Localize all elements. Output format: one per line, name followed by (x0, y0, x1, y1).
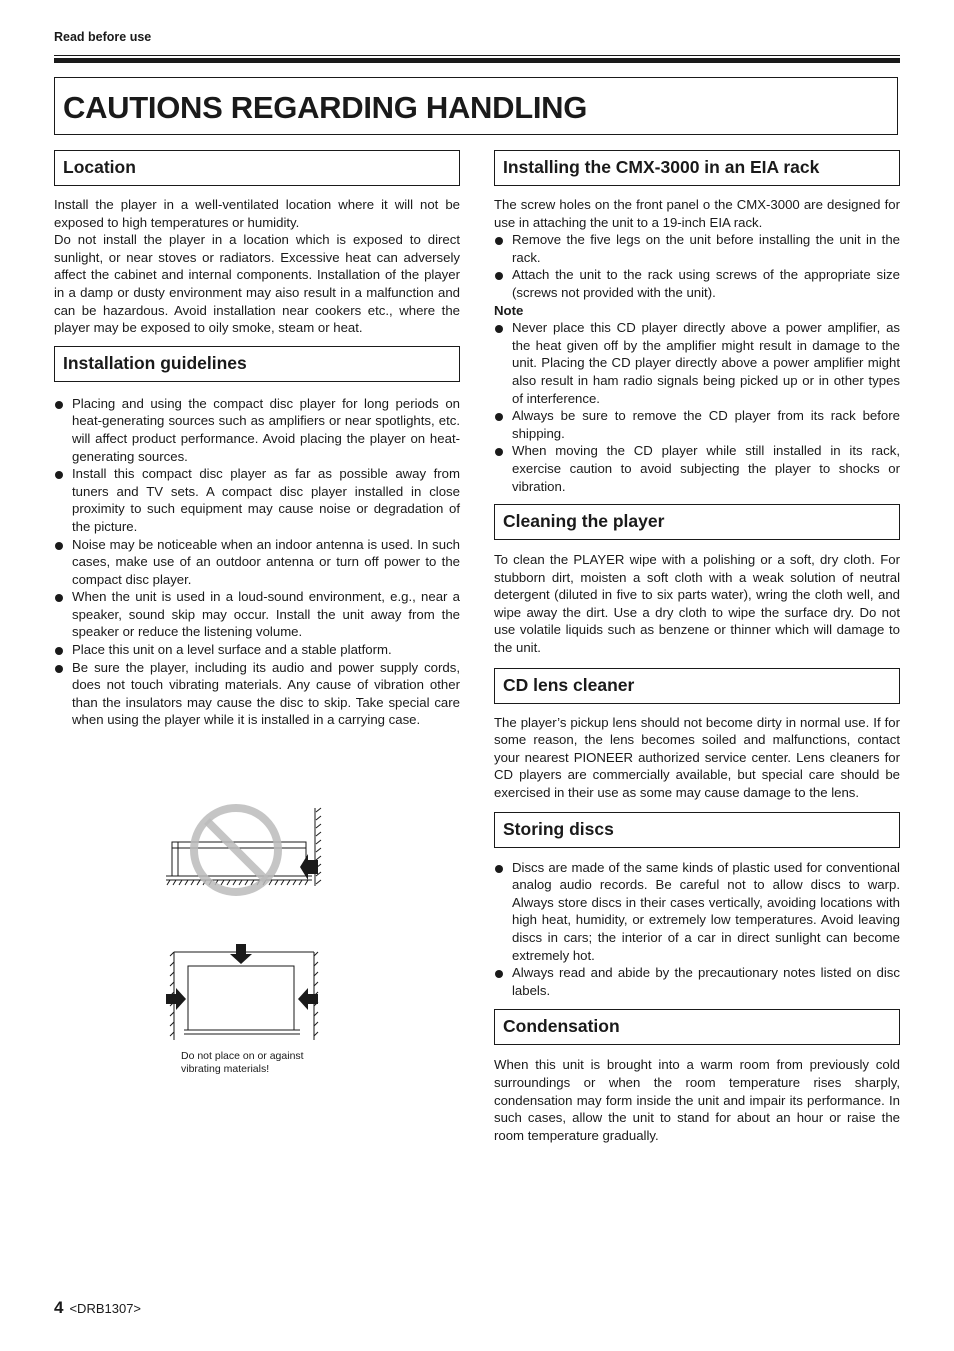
figure-caption: Do not place on or against vibrating materials! (181, 1050, 304, 1075)
title-box (54, 77, 898, 135)
lens-text: The player’s pickup lens should not become dirty in normal use. If for some reason, the lens becomes soiled and malfunctions, contact your nearest PIONEER authorized service center. Lens cleaners for CD players are commercially available, but special care should be exercised in their use as some may cause damage to the lens. (494, 714, 900, 801)
note-list (494, 319, 900, 495)
section-label: Read before use (54, 30, 152, 44)
list-item: Install this compact disc player as far as possible away from tuners and TV sets. A compact disc player installed in close proximity to such equipment may cause noise or degradation of the picture. (54, 465, 460, 535)
list-item: Discs are made of the same kinds of plastic used for conventional analog audio records. Be careful not to allow discs to warp. Always store discs in their cases vertically, avoiding locations with high heat, humidity, or extremely low temperatures. Avoid leaving discs in cars; the interior of a car in direct sunlight can become extremely hot. (494, 859, 900, 965)
eia-rack-intro: The screw holes on the front panel o the CMX-3000 are designed for use in attaching the unit to a 19-inch EIA rack. (494, 197, 900, 230)
arrow-icon (230, 944, 252, 964)
cleaning-heading: Cleaning the player (494, 504, 900, 540)
enclosed-unit-diagram (170, 952, 318, 1040)
header-rule-thick (54, 58, 900, 63)
left-column (54, 150, 460, 729)
condensation-heading: Condensation (494, 1009, 900, 1045)
lens-heading: CD lens cleaner (494, 668, 900, 704)
location-paragraph-1: Install the player in a well-ventilated location where it will not be exposed to high temperatures or humidity. (54, 197, 460, 230)
list-item: Remove the five legs on the unit before installing the unit in the rack. (494, 231, 900, 266)
note-label: Note (494, 302, 524, 318)
page-title: CAUTIONS REGARDING HANDLING (63, 90, 588, 125)
eia-rack-list (494, 231, 900, 301)
list-item: Attach the unit to the rack using screws of the appropriate size (screws not provided with the unit). (494, 266, 900, 301)
list-item: When moving the CD player while still installed in its rack, exercise caution to avoid subjecting the player to shocks or vibration. (494, 442, 900, 495)
header-rule-thin (54, 55, 900, 56)
list-item: Placing and using the compact disc player for long periods on heat-generating sources such as amplifiers or near spotlights, etc. will affect product performance. Avoid placing the player on heat-generating sources. (54, 395, 460, 465)
list-item: Be sure the player, including its audio and power supply cords, does not touch vibrating materials. Any cause of vibration other than the insulators may cause the disc to skip. Take special care when using the player while it is installed in a carrying case. (54, 659, 460, 729)
arrow-icon (166, 988, 186, 1010)
arrow-icon (298, 988, 318, 1010)
installation-list (54, 395, 460, 729)
right-column (494, 150, 900, 1144)
list-item: When the unit is used in a loud-sound environment, e.g., near a speaker, sound skip may occur. Install the unit away from the speaker or reduce the listening volume. (54, 588, 460, 641)
list-item: Never place this CD player directly above a power amplifier, as the heat given off by the amplifier might result in damage to the unit. Placing the CD player directly above a power amplifier might also result in ham radio signals being picked up or in other types of interference. (494, 319, 900, 407)
installation-heading: Installation guidelines (54, 346, 460, 382)
location-paragraph-2: Do not install the player in a location which is exposed to direct sunlight, or near stoves or radiators. Excessive heat can adversely affect the cabinet and internal components. Installation of the player in a damp or dusty environment may aiso result in a malfunction and can be hazardous. Avoid installation near cookers etc., where the player may be exposed to oily smoke, steam or heat. (54, 232, 460, 336)
page-number: 4 (54, 1298, 64, 1317)
condensation-text: When this unit is brought into a warm room from previously cold surroundings or when the room temperature rises sharply, condensation may form inside the unit and impair its performance. In such cases, allow the unit to stand for about an hour or raise the room temperature gradually. (494, 1057, 900, 1143)
doc-code: <DRB1307> (69, 1301, 142, 1316)
list-item: Noise may be noticeable when an indoor antenna is used. In such cases, make use of an outdoor antenna or turn off power to the compact disc player. (54, 536, 460, 589)
list-item: Place this unit on a level surface and a stable platform. (54, 641, 460, 659)
unit-against-wall-diagram (166, 808, 321, 886)
storing-list (494, 859, 900, 1000)
list-item: Always be sure to remove the CD player from its rack before shipping. (494, 407, 900, 442)
cleaning-text: To clean the PLAYER wipe with a polishing or a soft, dry cloth. For stubborn dirt, moisten a soft cloth with a weak solution of neutral detergent (diluted in five to six parts water), wring the cloth well, and wipe away the dirt. Use a dry cloth to wipe the surface dry. Do not use volatile liquids such as benzene or thinner which will damage to the unit. (494, 552, 900, 656)
page-footer (54, 1298, 141, 1318)
location-heading: Location (54, 150, 460, 186)
vibration-warning-illustration (160, 800, 330, 1090)
list-item: Always read and abide by the precautionary notes listed on disc labels. (494, 964, 900, 999)
eia-rack-heading: Installing the CMX-3000 in an EIA rack (494, 150, 900, 186)
storing-heading: Storing discs (494, 812, 900, 848)
